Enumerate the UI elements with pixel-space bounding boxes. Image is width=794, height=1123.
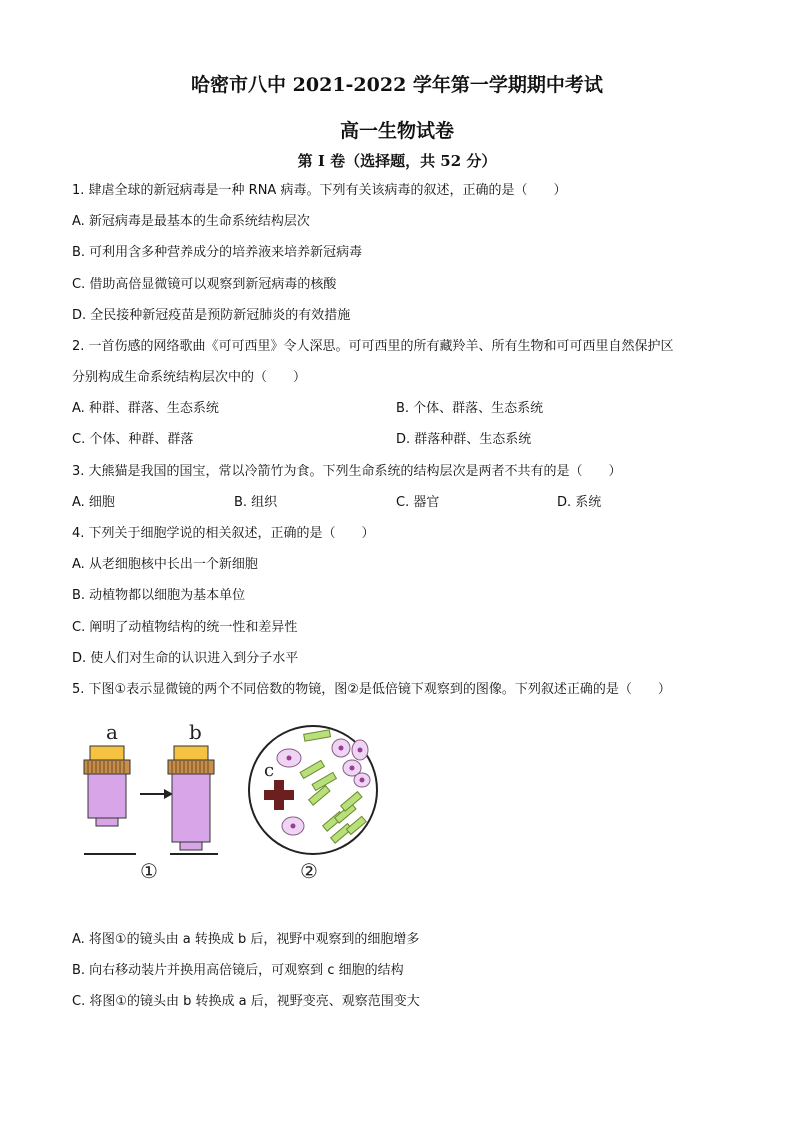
question-3-option-d: D. 系统	[557, 495, 602, 510]
question-1-option-b: B. 可利用含多种营养成分的培养液来培养新冠病毒	[72, 245, 363, 260]
caption-figure-2: ②	[300, 859, 318, 883]
question-2-option-d: D. 群落种群、生态系统	[396, 432, 532, 447]
question-4-stem: 4. 下列关于细胞学说的相关叙述，正确的是（ ）	[72, 526, 375, 541]
objective-lens-a	[84, 720, 136, 854]
question-5-option-a: A. 将图①的镜头由 a 转换成 b 后，视野中观察到的细胞增多	[72, 932, 420, 947]
question-3-stem: 3. 大熊猫是我国的国宝，常以冷箭竹为食。下列生命系统的结构层次是两者不共有的是（ ）	[72, 464, 622, 479]
question-4-option-a: A. 从老细胞核中长出一个新细胞	[72, 557, 258, 572]
arrow-icon	[140, 789, 173, 799]
question-2-stem-line1: 2. 一首伤感的网络歌曲《可可西里》令人深思。可可西里的所有藏羚羊、所有生物和可可西里自然保护区	[72, 339, 674, 354]
lens-a-cap	[90, 746, 124, 760]
question-5-option-c: C. 将图①的镜头由 b 转换成 a 后，视野变亮、观察范围变大	[72, 994, 420, 1009]
question-2-option-a: A. 种群、群落、生态系统	[72, 401, 219, 416]
label-b: b	[189, 720, 202, 744]
question-4-option-c: C. 阐明了动植物结构的统一性和差异性	[72, 620, 298, 635]
question-1-option-d: D. 全民接种新冠疫苗是预防新冠肺炎的有效措施	[72, 308, 351, 323]
lens-a-ring	[84, 760, 130, 774]
lens-b-ring	[168, 760, 214, 774]
objective-lens-b	[168, 720, 218, 854]
lens-a-barrel	[88, 774, 126, 818]
label-a: a	[106, 720, 118, 744]
question-2-option-b: B. 个体、群落、生态系统	[396, 401, 544, 416]
question-3-option-c: C. 器官	[396, 495, 440, 510]
exam-subtitle: 高一生物试卷	[339, 120, 454, 142]
question-2-stem-line2: 分别构成生命系统结构层次中的（ ）	[72, 370, 307, 385]
question-4-option-b: B. 动植物都以细胞为基本单位	[72, 588, 246, 603]
question-1-option-a: A. 新冠病毒是最基本的生命系统结构层次	[72, 214, 310, 229]
microscope-figure	[78, 718, 388, 890]
question-5-stem: 5. 下图①表示显微镜的两个不同倍数的物镜，图②是低倍镜下观察到的图像。下列叙述正确的是（ ）	[72, 682, 671, 697]
microscope-field-of-view	[249, 726, 377, 854]
question-1-option-c: C. 借助高倍显微镜可以观察到新冠病毒的核酸	[72, 277, 337, 292]
question-3-option-a: A. 细胞	[72, 495, 115, 510]
question-3-option-b: B. 组织	[234, 495, 278, 510]
section-heading: 第 I 卷（选择题，共 52 分）	[297, 152, 497, 170]
exam-title: 哈密市八中 2021-2022 学年第一学期期中考试	[191, 74, 603, 96]
caption-figure-1: ①	[140, 859, 158, 883]
question-2-option-c: C. 个体、种群、群落	[72, 432, 194, 447]
lens-b-cap	[174, 746, 208, 760]
question-5-option-b: B. 向右移动装片并换用高倍镜后，可观察到 c 细胞的结构	[72, 963, 404, 978]
label-c: c	[264, 760, 275, 781]
question-1-stem: 1. 肆虐全球的新冠病毒是一种 RNA 病毒。下列有关该病毒的叙述，正确的是（ ）	[72, 183, 567, 198]
question-4-option-d: D. 使人们对生命的认识进入到分子水平	[72, 651, 299, 666]
lens-b-barrel	[172, 774, 210, 842]
